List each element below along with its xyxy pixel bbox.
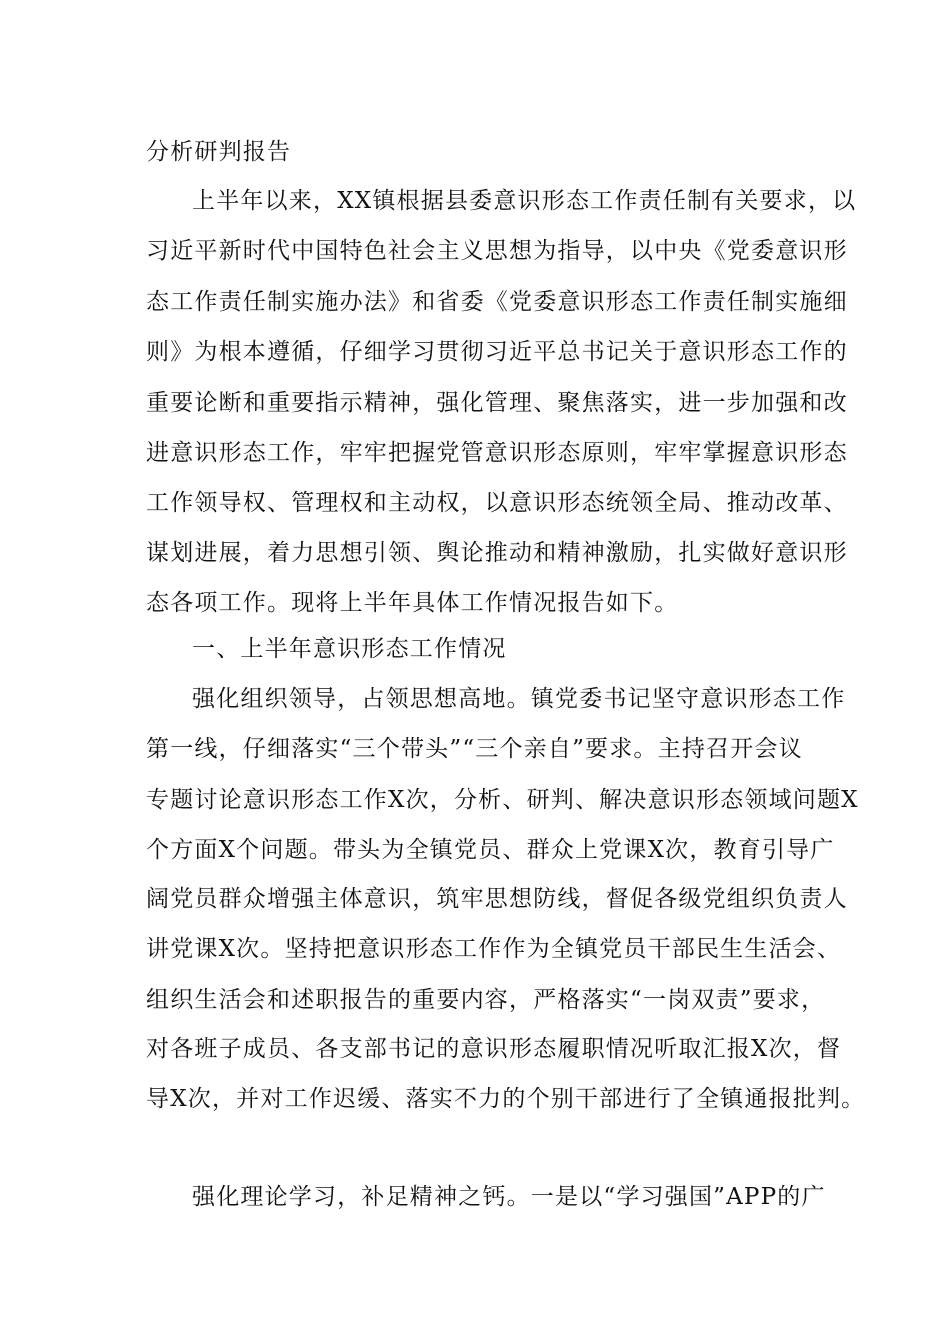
paragraph-line: 导X次，并对工作迟缓、落实不力的个别干部进行了全镇通报批判。	[146, 1086, 866, 1112]
paragraph-line: 则》为根本遵循，仔细学习贯彻习近平总书记关于意识形态工作的	[146, 339, 848, 365]
paragraph-line: 阔党员群众增强主体意识，筑牢思想防线，督促各级党组织负责人	[146, 886, 848, 912]
paragraph-line: 专题讨论意识形态工作X次，分析、研判、解决意识形态领域问题X	[146, 787, 859, 813]
paragraph-line: 上半年以来，XX镇根据县委意识形态工作责任制有关要求，以	[192, 188, 857, 214]
paragraph-line: 进意识形态工作，牢牢把握党管意识形态原则，牢牢掌握意识形态	[146, 440, 848, 466]
paragraph-line: 工作领导权、管理权和主动权，以意识形态统领全局、推动改革、	[146, 490, 848, 516]
document-title: 分析研判报告	[146, 139, 292, 165]
paragraph-line: 第一线，仔细落实“三个带头”“三个亲自”要求。主持召开会议	[146, 736, 803, 762]
paragraph-line: 重要论断和重要指示精神，强化管理、聚焦落实，进一步加强和改	[146, 390, 848, 416]
paragraph-line: 组织生活会和述职报告的重要内容，严格落实“一岗双责”要求，	[146, 987, 826, 1013]
paragraph-line: 态工作责任制实施办法》和省委《党委意识形态工作责任制实施细	[146, 289, 848, 315]
paragraph-line: 个方面X个问题。带头为全镇党员、群众上党课X次，教育引导广	[146, 837, 835, 863]
paragraph-line: 强化理论学习，补足精神之钙。一是以“学习强国”APP的广	[192, 1184, 826, 1210]
paragraph-line: 习近平新时代中国特色社会主义思想为指导，以中央《党委意识形	[146, 238, 848, 264]
paragraph-line: 态各项工作。现将上半年具体工作情况报告如下。	[146, 590, 679, 616]
section-heading: 一、上半年意识形态工作情况	[192, 636, 507, 662]
paragraph-line: 强化组织领导，占领思想高地。镇党委书记坚守意识形态工作	[192, 686, 846, 712]
paragraph-line: 谋划进展，着力思想引领、舆论推动和精神激励，扎实做好意识形	[146, 540, 848, 566]
paragraph-line: 对各班子成员、各支部书记的意识形态履职情况听取汇报X次，督	[146, 1036, 842, 1062]
paragraph-line: 讲党课X次。坚持把意识形态工作作为全镇党员干部民生生活会、	[146, 936, 842, 962]
